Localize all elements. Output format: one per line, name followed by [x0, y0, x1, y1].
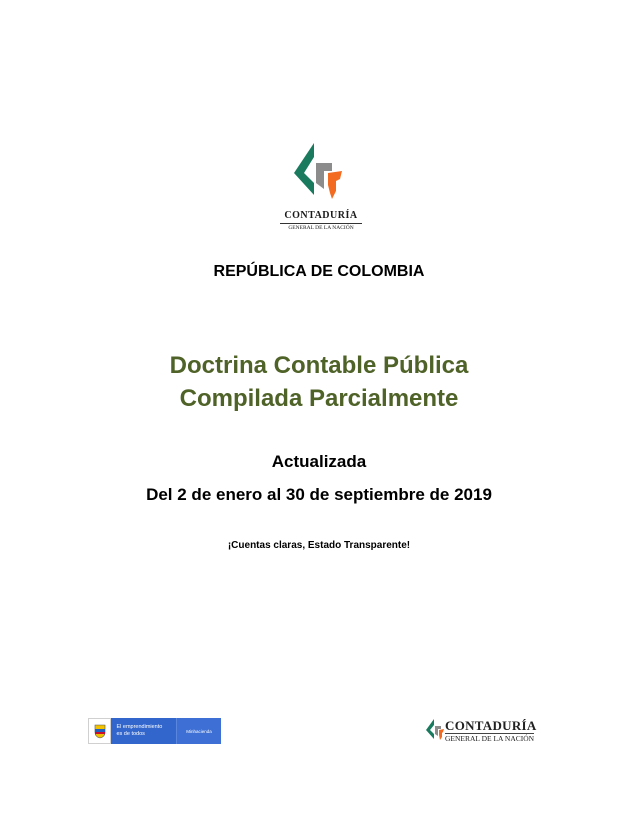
footer-logo-org-name: CONTADURÍA [445, 718, 537, 733]
government-logo-text [111, 718, 176, 744]
government-logo-line-1: El emprendimiento [116, 724, 163, 730]
coat-of-arms-icon [88, 718, 111, 744]
contaduria-emblem-icon [292, 143, 350, 207]
contaduria-footer-logo [426, 718, 542, 744]
updated-label: Actualizada [271, 452, 367, 471]
country-heading: REPÚBLICA DE COLOMBIA [213, 263, 425, 280]
logo-org-subtitle: GENERAL DE LA NACIÓN [280, 223, 362, 232]
contaduria-small-emblem-icon [426, 719, 444, 743]
document-title-line-2: Compilada Parcialmente [179, 385, 459, 412]
contaduria-logo [280, 143, 362, 231]
slogan: ¡Cuentas claras, Estado Transparente! [227, 540, 411, 551]
government-logo-line-2: es de todos [116, 730, 145, 737]
ministry-label: Minhacienda [176, 718, 221, 744]
logo-org-name: CONTADURÍA [284, 210, 358, 221]
document-title-line-1: Doctrina Contable Pública [169, 352, 469, 379]
footer-logo-org-subtitle: GENERAL DE LA NACIÓN [445, 734, 535, 743]
period-label: Del 2 de enero al 30 de septiembre de 2019 [146, 485, 492, 504]
government-logo [88, 718, 221, 744]
